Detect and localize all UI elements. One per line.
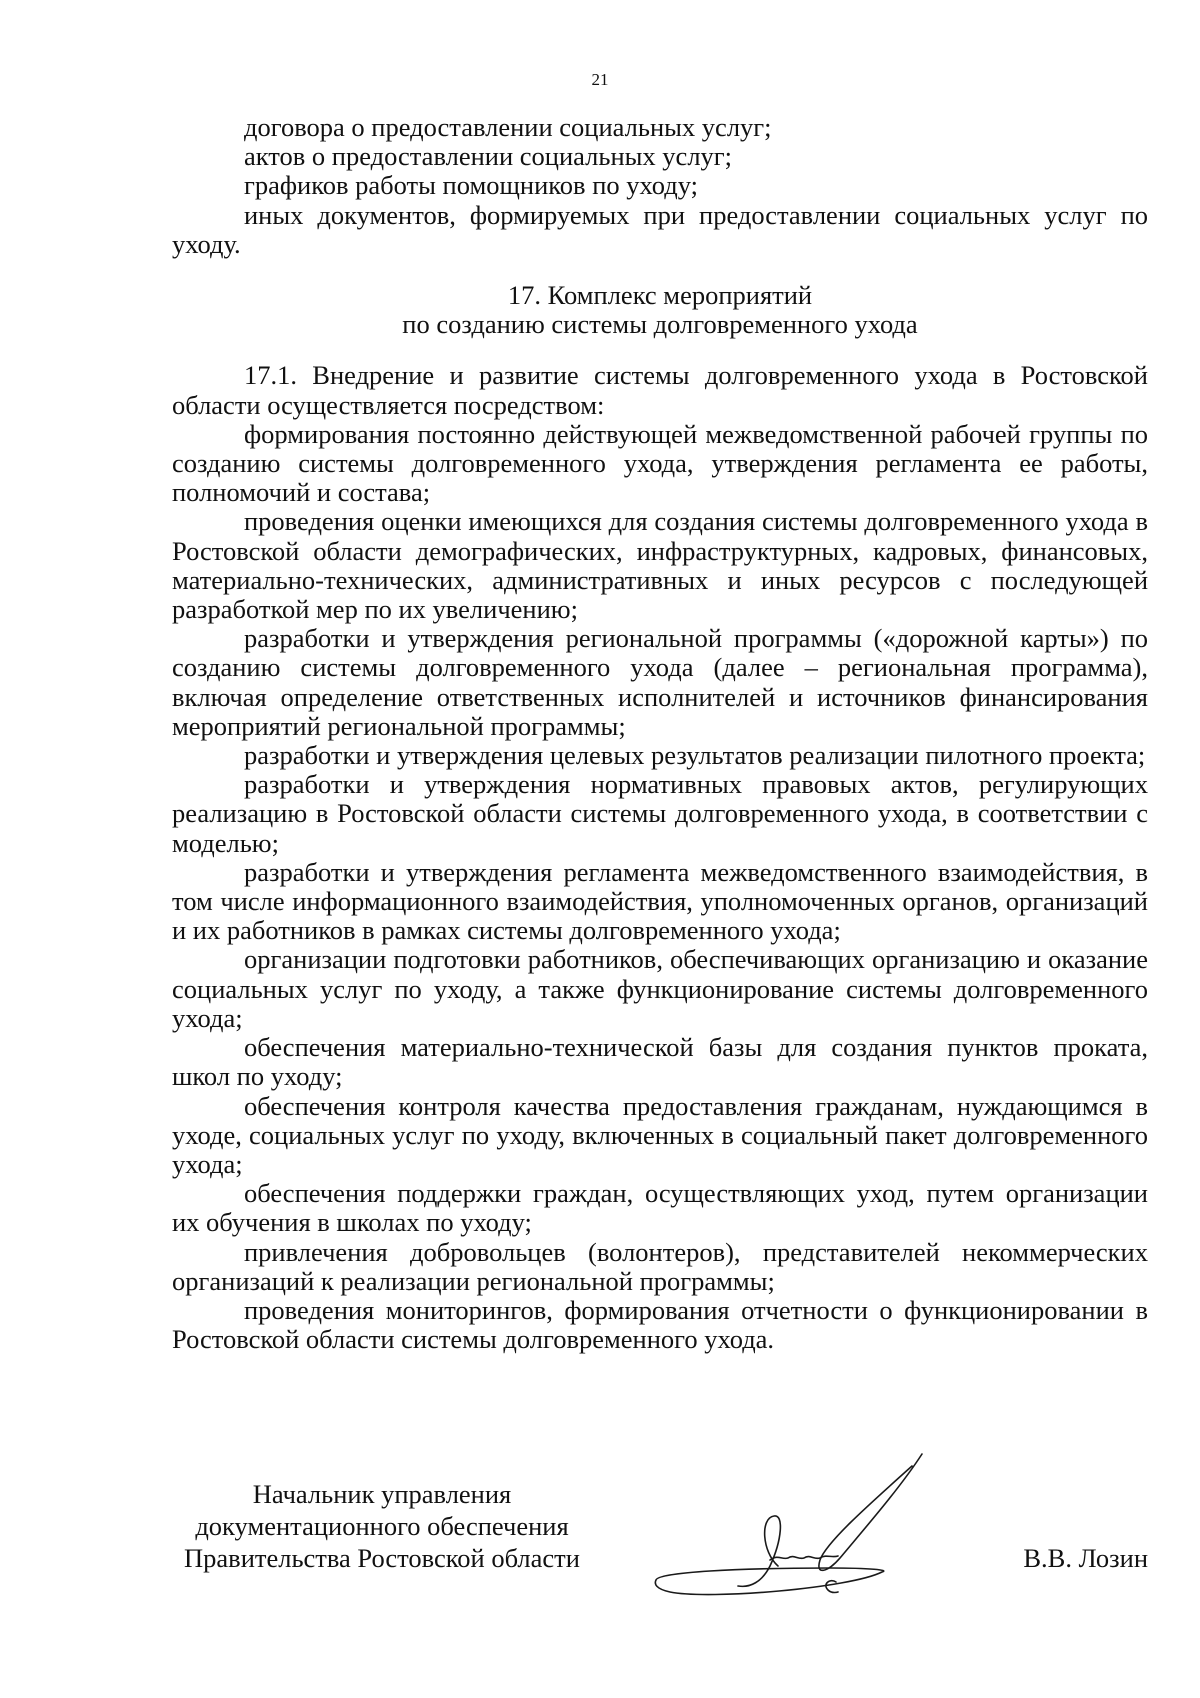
section-title-line2: по созданию системы долговременного ухода xyxy=(402,309,918,340)
paragraph: разработки и утверждения нормативных правовых актов, регулирующих реализацию в Ростовской области системы долговременного ухода, в соответствии с моделью; xyxy=(172,769,1148,858)
list-item: актов о предоставлении социальных услуг; xyxy=(244,141,733,172)
list-item: договора о предоставлении социальных услуг; xyxy=(244,112,772,142)
list-item: иных документов, формируемых при предоставлении социальных услуг по уходу. xyxy=(172,199,1148,259)
paragraph: обеспечения поддержки граждан, осуществляющих уход, путем организации их обучения в школах по уходу; xyxy=(172,1178,1148,1238)
paragraph: проведения оценки имеющихся для создания системы долговременного ухода в Ростовской области демографических, инфраструктурных, кадровых, финансовых, материально-технических, административных и иных ресурсов с последующей разработкой мер по их увеличению; xyxy=(172,506,1148,625)
signatory-title-line1: Начальник управления xyxy=(252,1479,512,1509)
signature-block xyxy=(172,1478,1148,1618)
paragraph: 17.1. Внедрение и развитие системы долговременного ухода в Ростовской области осуществляется посредством: xyxy=(172,360,1148,420)
paragraph: разработки и утверждения регламента межведомственного взаимодействия, в том числе информационного взаимодействия, уполномоченных органов, организаций и их работников в рамках системы долговременного ухода; xyxy=(172,856,1148,946)
signatory-title-line2: документационного обеспечения xyxy=(195,1511,569,1541)
paragraph: обеспечения контроля качества предоставления гражданам, нуждающимся в уходе, социальных услуг по уходу, включенных в социальный пакет долговременного ухода; xyxy=(172,1090,1148,1179)
document-body xyxy=(172,113,1148,1354)
list-item: графиков работы помощников по уходу; xyxy=(244,170,698,201)
paragraph: разработки и утверждения региональной программы («дорожной карты») по созданию системы долговременного ухода (далее – региональная программа), включая определение ответственных исполнителей и источников финансирования мероприятий региональной программы; xyxy=(172,623,1148,741)
paragraph: формирования постоянно действующей межведомственной рабочей группы по созданию системы долговременного ухода, утверждения регламента ее работы, полномочий и состава; xyxy=(172,418,1148,508)
signatory-title xyxy=(172,1478,592,1574)
paragraph: обеспечения материально-технической базы для создания пунктов проката, школ по уходу; xyxy=(172,1032,1148,1092)
section-heading xyxy=(172,281,1148,339)
paragraph: проведения мониторингов, формирования отчетности о функционировании в Ростовской области системы долговременного ухода. xyxy=(172,1294,1148,1355)
paragraph: привлечения добровольцев (волонтеров), представителей некоммерческих организаций к реализации региональной программы; xyxy=(172,1236,1148,1296)
section-title-line1: 17. Комплекс мероприятий xyxy=(507,280,813,311)
paragraph: организации подготовки работников, обеспечивающих организацию и оказание социальных услуг по уходу, а также функционирование системы долговременного ухода; xyxy=(172,944,1148,1033)
signatory-title-line3: Правительства Ростовской области xyxy=(184,1543,580,1573)
signatory-name: В.В. Лозин xyxy=(1023,1543,1148,1573)
handwritten-signature xyxy=(650,1448,950,1618)
page-number: 21 xyxy=(591,70,609,89)
paragraph: разработки и утверждения целевых результатов реализации пилотного проекта; xyxy=(244,740,1146,771)
